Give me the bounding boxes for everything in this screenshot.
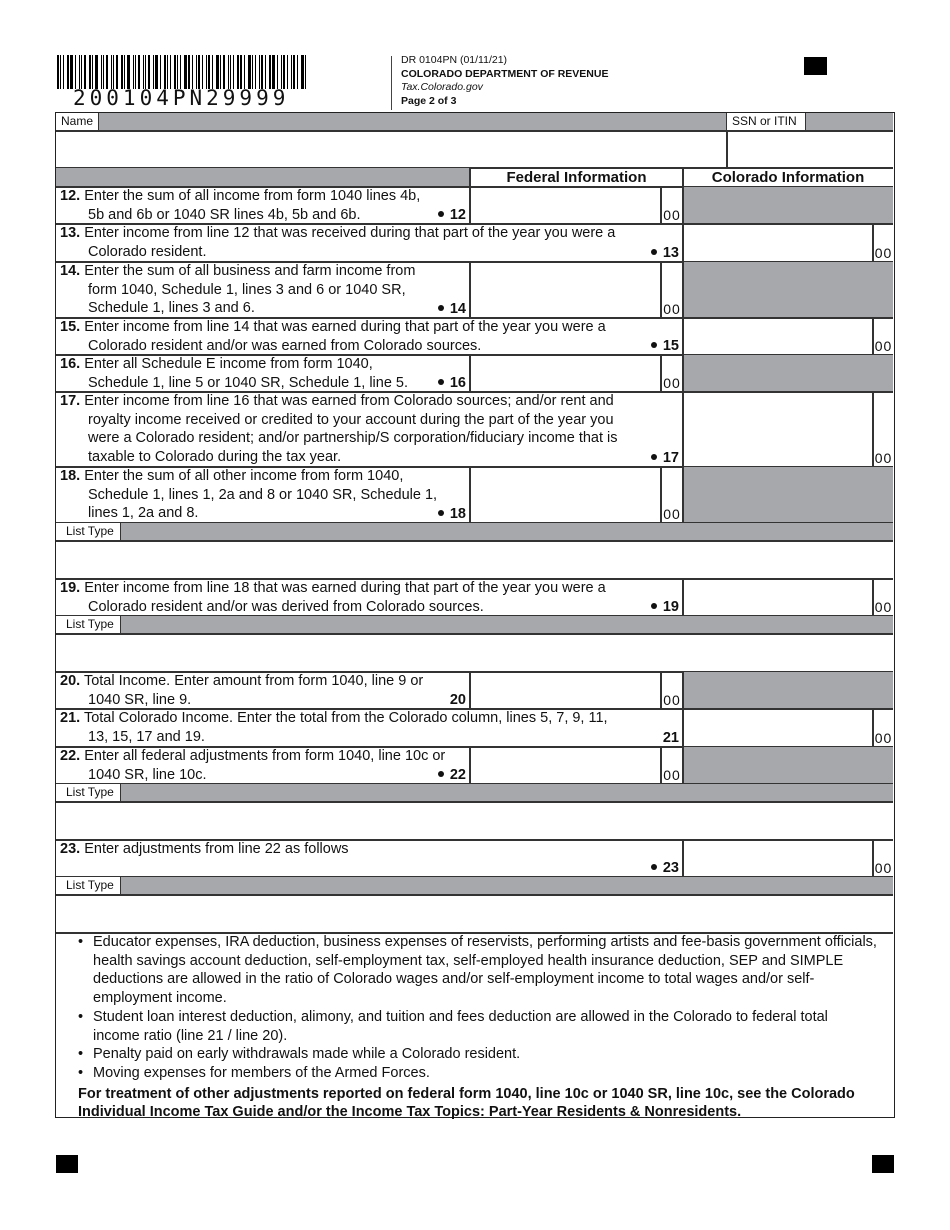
- bullet-icon: •: [78, 1064, 84, 1081]
- form-line-13: [56, 224, 893, 262]
- barcode-bar: [138, 55, 140, 89]
- line-text-row: [60, 355, 470, 374]
- list-type-bar: [56, 877, 893, 895]
- line-ref-number: 20: [449, 692, 466, 708]
- form-line-12: [56, 187, 893, 224]
- list-type-label: List Type: [56, 616, 121, 634]
- line-text: Total Colorado Income. Enter the total from the Colorado column, lines 5, 7, 9, 11,: [83, 710, 608, 726]
- ssn-label-box: [726, 113, 806, 130]
- list-type-section: [56, 523, 893, 579]
- line-text: Enter the sum of all business and farm income from: [84, 263, 416, 279]
- barcode-bar: [155, 55, 158, 89]
- federal-cents: 00: [663, 506, 681, 522]
- colorado-cents: 00: [874, 599, 893, 615]
- list-type-bar: [56, 784, 893, 802]
- form-line-20: [56, 672, 893, 709]
- line-reference: [569, 859, 679, 877]
- barcode-bar: [272, 55, 275, 89]
- line-ref-number: 23: [662, 860, 679, 876]
- colorado-shaded-cell: [683, 355, 893, 392]
- barcode-bar: [281, 55, 282, 89]
- list-type-label: List Type: [56, 877, 121, 895]
- barcode-bar: [248, 55, 251, 89]
- federal-cents: 00: [663, 301, 681, 317]
- divider: [682, 262, 684, 318]
- notes-list: [78, 933, 878, 1083]
- line-text-row: [60, 224, 683, 243]
- barcode-bar: [198, 55, 200, 89]
- barcode-bar: [293, 55, 295, 89]
- divider: [682, 355, 684, 392]
- barcode-bar: [233, 55, 234, 89]
- page-indicator: Page 2 of 3: [401, 94, 457, 107]
- barcode-bar: [184, 55, 187, 89]
- line-ref-number: 15: [662, 338, 679, 354]
- required-dot-icon: [651, 454, 657, 460]
- line-text: taxable to Colorado during the tax year.: [88, 449, 342, 466]
- barcode-bar: [145, 55, 146, 89]
- colorado-cents: 00: [874, 450, 893, 466]
- federal-cents: 00: [663, 692, 681, 708]
- line-text-row: [60, 392, 683, 411]
- barcode-bar: [75, 55, 76, 89]
- barcode-bar: [301, 55, 304, 89]
- barcode-bar: [63, 55, 64, 89]
- federal-amount-input-20[interactable]: [471, 674, 658, 707]
- line-text: Enter the sum of all other income from form 1040,: [84, 468, 404, 484]
- divider: [682, 747, 684, 784]
- form-header: [401, 54, 608, 108]
- list-type-section: [56, 877, 893, 933]
- line-reference: [356, 206, 466, 224]
- line-text: Total Income. Enter amount from form 1040, line 9 or: [83, 673, 424, 689]
- colorado-shaded-cell: [683, 467, 893, 523]
- header-shade: [56, 168, 469, 187]
- barcode-bar: [103, 55, 104, 89]
- line-text-row: [60, 579, 683, 598]
- line-text: 1040 SR, line 9.: [88, 691, 192, 708]
- barcode-bar: [237, 55, 239, 89]
- barcode-bar: [170, 55, 171, 89]
- line-number: 23.: [60, 841, 81, 857]
- barcode-bar: [174, 55, 176, 89]
- required-dot-icon: [438, 305, 444, 311]
- line-ref-number: 12: [449, 207, 466, 223]
- barcode-bar: [121, 55, 123, 89]
- line-text: Enter all Schedule E income from form 1040,: [84, 356, 373, 372]
- colorado-amount-input-17[interactable]: [684, 394, 870, 465]
- line-number: 21.: [60, 710, 81, 726]
- line-reference: [569, 244, 679, 262]
- line-ref-number: 14: [449, 301, 466, 317]
- barcode-bar: [95, 55, 98, 89]
- barcode-bar: [148, 55, 150, 89]
- line-text-row: [60, 318, 683, 337]
- ssn-label: SSN or ITIN: [732, 114, 797, 128]
- note-text: Educator expenses, IRA deduction, business expenses of reservists, performing artists and fee-basis government officials, health savings account deduction, self-employment tax, self-employed health insurance deduction, SEP and SIMPLE deductions are allowed in the ratio of Colorado wages and/or self-employment income to total wages and/or self-employment income.: [93, 934, 877, 1007]
- barcode-bar: [113, 55, 114, 89]
- line-text-row: [60, 709, 683, 728]
- colorado-amount-input-15[interactable]: [684, 320, 870, 353]
- barcode-bar: [116, 55, 118, 89]
- federal-amount-input-22[interactable]: [471, 749, 658, 782]
- required-dot-icon: [651, 342, 657, 348]
- line-number: 22.: [60, 748, 81, 764]
- line-reference: [356, 374, 466, 392]
- line-text: Schedule 1, line 5 or 1040 SR, Schedule 1, line 5.: [88, 374, 409, 391]
- line-text: Colorado resident and/or was earned from Colorado sources.: [88, 337, 482, 354]
- required-dot-icon: [438, 379, 444, 385]
- form-line-21: [56, 709, 893, 747]
- line-reference: [569, 449, 679, 467]
- line-text: Enter adjustments from line 22 as follows: [84, 841, 349, 857]
- line-text-row: [60, 840, 683, 859]
- line-number: 12.: [60, 188, 81, 204]
- line-ref-number: 13: [662, 245, 679, 261]
- line-text: Enter all federal adjustments from form 1040, line 10c or: [84, 748, 446, 764]
- line-text: form 1040, Schedule 1, lines 3 and 6 or 1040 SR,: [88, 281, 406, 298]
- form-line-23: [56, 840, 893, 877]
- barcode-bar: [223, 55, 225, 89]
- barcode-bar: [230, 55, 231, 89]
- line-reference: [356, 691, 466, 709]
- income-form: [55, 112, 895, 1121]
- barcode-bar: [244, 55, 245, 89]
- colorado-amount-input-13[interactable]: [684, 226, 870, 260]
- line-text: 5b and 6b or 1040 SR lines 4b, 5b and 6b.: [88, 206, 361, 223]
- barcode-bar: [153, 55, 154, 89]
- divider: [56, 633, 893, 635]
- note-text: Student loan interest deduction, alimony, and tuition and fees deduction are allowed in the Colorado to federal total income ratio (line 21 / line 20).: [93, 1008, 828, 1044]
- barcode-bar: [240, 55, 242, 89]
- registration-marker-top-right: [804, 57, 827, 75]
- line-ref-number: 22: [449, 767, 466, 783]
- barcode-bar: [297, 55, 298, 89]
- required-dot-icon: [438, 510, 444, 516]
- department-name: COLORADO DEPARTMENT OF REVENUE: [401, 67, 609, 80]
- line-text: lines 1, 2a and 8.: [88, 505, 199, 522]
- registration-marker-bottom-left: [56, 1155, 78, 1173]
- list-type-input[interactable]: [58, 804, 891, 838]
- line-reference: [356, 505, 466, 523]
- required-dot-icon: [651, 864, 657, 870]
- colorado-amount-input-19[interactable]: [684, 581, 870, 614]
- note-text: Moving expenses for members of the Armed Forces.: [93, 1064, 430, 1081]
- barcode-bar: [291, 55, 292, 89]
- barcode-bar: [133, 55, 134, 89]
- line-number: 16.: [60, 356, 81, 372]
- barcode-bar: [228, 55, 229, 89]
- barcode-bar: [79, 55, 80, 89]
- divider: [56, 130, 893, 132]
- line-reference: [356, 300, 466, 318]
- colorado-shaded-cell: [683, 672, 893, 709]
- line-ref-number: 17: [662, 450, 679, 466]
- registration-marker-bottom-right: [872, 1155, 894, 1173]
- colorado-cents: 00: [874, 245, 893, 261]
- colorado-cents: 00: [874, 730, 893, 746]
- line-text-row: [60, 747, 470, 766]
- line-text-row: [60, 672, 470, 691]
- line-text: Enter income from line 14 that was earned during that part of the year you were a: [84, 319, 606, 335]
- federal-cents: 00: [663, 767, 681, 783]
- barcode-bar: [84, 55, 86, 89]
- list-type-section: [56, 784, 893, 840]
- notes-footer: For treatment of other adjustments reported on federal form 1040, line 10c or 1040 SR, line 10c, see the Colorado Individual Income Tax Guide and/or the Income Tax Topics: Part-Year Residents & Nonresidents.: [78, 1085, 855, 1121]
- line-ref-number: 19: [662, 599, 679, 615]
- barcode-bar: [127, 55, 130, 89]
- line-text-row: [60, 262, 470, 281]
- line-text: Enter income from line 18 that was earned during that part of the year you were a: [84, 580, 606, 596]
- line-reference: [569, 337, 679, 355]
- line-number: 19.: [60, 580, 81, 596]
- colorado-column-header: Colorado Information: [711, 169, 865, 186]
- barcode-bar: [252, 55, 253, 89]
- barcode-bar: [196, 55, 197, 89]
- list-type-label: List Type: [56, 784, 121, 802]
- required-dot-icon: [651, 249, 657, 255]
- form-line-17: [56, 392, 893, 467]
- line-number: 20.: [60, 673, 81, 689]
- barcode-bar: [220, 55, 221, 89]
- line-text: Colorado resident.: [88, 243, 207, 260]
- barcode-bar: [67, 55, 69, 89]
- line-text: 13, 15, 17 and 19.: [88, 728, 205, 745]
- form-line-14: [56, 262, 893, 318]
- divider: [682, 187, 684, 224]
- federal-amount-input-12[interactable]: [471, 189, 658, 222]
- website: Tax.Colorado.gov: [401, 81, 483, 93]
- line-text: 1040 SR, line 10c.: [88, 766, 207, 783]
- barcode-bar: [261, 55, 263, 89]
- name-label: Name: [56, 113, 99, 130]
- list-type-input[interactable]: [58, 543, 891, 577]
- line-number: 13.: [60, 225, 81, 241]
- colorado-amount-input-21[interactable]: [684, 711, 870, 745]
- federal-amount-input-16[interactable]: [471, 357, 658, 390]
- barcode-bar: [283, 55, 285, 89]
- adjustment-notes: [78, 933, 878, 1122]
- barcode-bar: [180, 55, 181, 89]
- colorado-cents: 00: [874, 338, 893, 354]
- barcode-bar: [101, 55, 102, 89]
- note-text: Penalty paid on early withdrawals made while a Colorado resident.: [93, 1046, 521, 1063]
- list-type-bar: [56, 523, 893, 541]
- line-text: were a Colorado resident; and/or partnership/S corporation/fiduciary income that is: [88, 430, 618, 447]
- required-dot-icon: [438, 211, 444, 217]
- barcode-bar: [206, 55, 207, 89]
- barcode-bar: [70, 55, 73, 89]
- barcode-bar: [124, 55, 125, 89]
- line-number: 17.: [60, 393, 81, 409]
- barcode-bar: [277, 55, 278, 89]
- form-line-16: [56, 355, 893, 392]
- barcode-bar: [259, 55, 260, 89]
- line-ref-number: 16: [449, 375, 466, 391]
- list-type-input[interactable]: [58, 897, 891, 931]
- barcode-bar: [164, 55, 166, 89]
- line-text: Colorado resident and/or was derived from Colorado sources.: [88, 598, 484, 615]
- line-text: Enter income from line 12 that was received during that part of the year you were a: [84, 225, 616, 241]
- line-text: royalty income received or credited to your account during the part of the year you: [88, 411, 614, 428]
- federal-cents: 00: [663, 207, 681, 223]
- barcode-bar: [212, 55, 213, 89]
- colorado-shaded-cell: [683, 747, 893, 784]
- colorado-shaded-cell: [683, 262, 893, 318]
- barcode-bar: [269, 55, 271, 89]
- line-reference: [356, 766, 466, 784]
- barcode-bar: [192, 55, 193, 89]
- divider: [56, 540, 893, 542]
- barcode-bar: [305, 55, 306, 89]
- line-reference: [569, 598, 679, 616]
- ssn-input[interactable]: [729, 133, 891, 166]
- federal-cents: 00: [663, 375, 681, 391]
- barcode-bar: [177, 55, 178, 89]
- line-number: 15.: [60, 319, 81, 335]
- barcode-bar: [202, 55, 203, 89]
- header-divider: [391, 56, 392, 110]
- barcode-bar: [89, 55, 91, 89]
- form-line-22: [56, 747, 893, 784]
- note-item: [78, 933, 878, 1008]
- required-dot-icon: [438, 771, 444, 777]
- bullet-icon: •: [78, 1046, 84, 1063]
- list-type-label: List Type: [56, 523, 121, 541]
- list-type-bar: [56, 616, 893, 634]
- colorado-shaded-cell: [683, 187, 893, 224]
- required-dot-icon: [651, 603, 657, 609]
- divider: [682, 467, 684, 523]
- line-number: 14.: [60, 263, 81, 279]
- list-type-input[interactable]: [58, 636, 891, 670]
- list-type-section: [56, 616, 893, 672]
- form-line-18: [56, 467, 893, 523]
- line-ref-number: 18: [449, 506, 466, 522]
- divider: [56, 894, 893, 896]
- colorado-amount-input-23[interactable]: [684, 842, 870, 875]
- form-id: DR 0104PN (01/11/21): [401, 54, 508, 66]
- line-text: Enter the sum of all income from form 1040 lines 4b,: [84, 188, 421, 204]
- federal-amount-input-18[interactable]: [471, 469, 658, 521]
- barcode-bar: [255, 55, 256, 89]
- barcode-bar: [57, 55, 59, 89]
- colorado-cents: 00: [874, 860, 893, 876]
- barcode-bar: [81, 55, 82, 89]
- bullet-icon: •: [78, 934, 84, 950]
- barcode-bar: [188, 55, 190, 89]
- bullet-icon: •: [78, 1008, 84, 1025]
- line-text: Enter income from line 16 that was earned from Colorado sources; and/or rent and: [84, 393, 614, 409]
- name-input[interactable]: [58, 133, 723, 166]
- barcode-bar: [135, 55, 136, 89]
- line-text-row: [60, 467, 470, 486]
- note-item: [78, 1008, 878, 1045]
- barcode-bar: [92, 55, 93, 89]
- line-ref-number: 21: [662, 730, 679, 746]
- barcode-icon: [57, 55, 309, 89]
- federal-column-header: Federal Information: [506, 169, 647, 186]
- barcode-number: 200104PN29999: [73, 86, 290, 110]
- federal-amount-input-14[interactable]: [471, 264, 658, 316]
- barcode-bar: [265, 55, 266, 89]
- line-description: [60, 840, 683, 859]
- barcode-bar: [160, 55, 161, 89]
- barcode-bar: [111, 55, 112, 89]
- line-number: 18.: [60, 468, 81, 484]
- barcode-bar: [216, 55, 219, 89]
- form-line-15: [56, 318, 893, 355]
- form-line-19: [56, 579, 893, 616]
- divider: [726, 130, 728, 168]
- barcode-bar: [287, 55, 288, 89]
- barcode-bar: [167, 55, 168, 89]
- line-text: Schedule 1, lines 1, 2a and 8 or 1040 SR, Schedule 1,: [88, 486, 438, 503]
- note-item: [78, 1045, 878, 1064]
- line-text: Schedule 1, lines 3 and 6.: [88, 300, 255, 317]
- barcode-bar: [143, 55, 144, 89]
- line-reference: [569, 729, 679, 747]
- divider: [682, 672, 684, 709]
- barcode-bar: [106, 55, 108, 89]
- barcode-bar: [60, 55, 61, 89]
- divider: [56, 801, 893, 803]
- note-item: [78, 1064, 878, 1083]
- barcode-bar: [208, 55, 210, 89]
- line-text-row: [60, 187, 470, 206]
